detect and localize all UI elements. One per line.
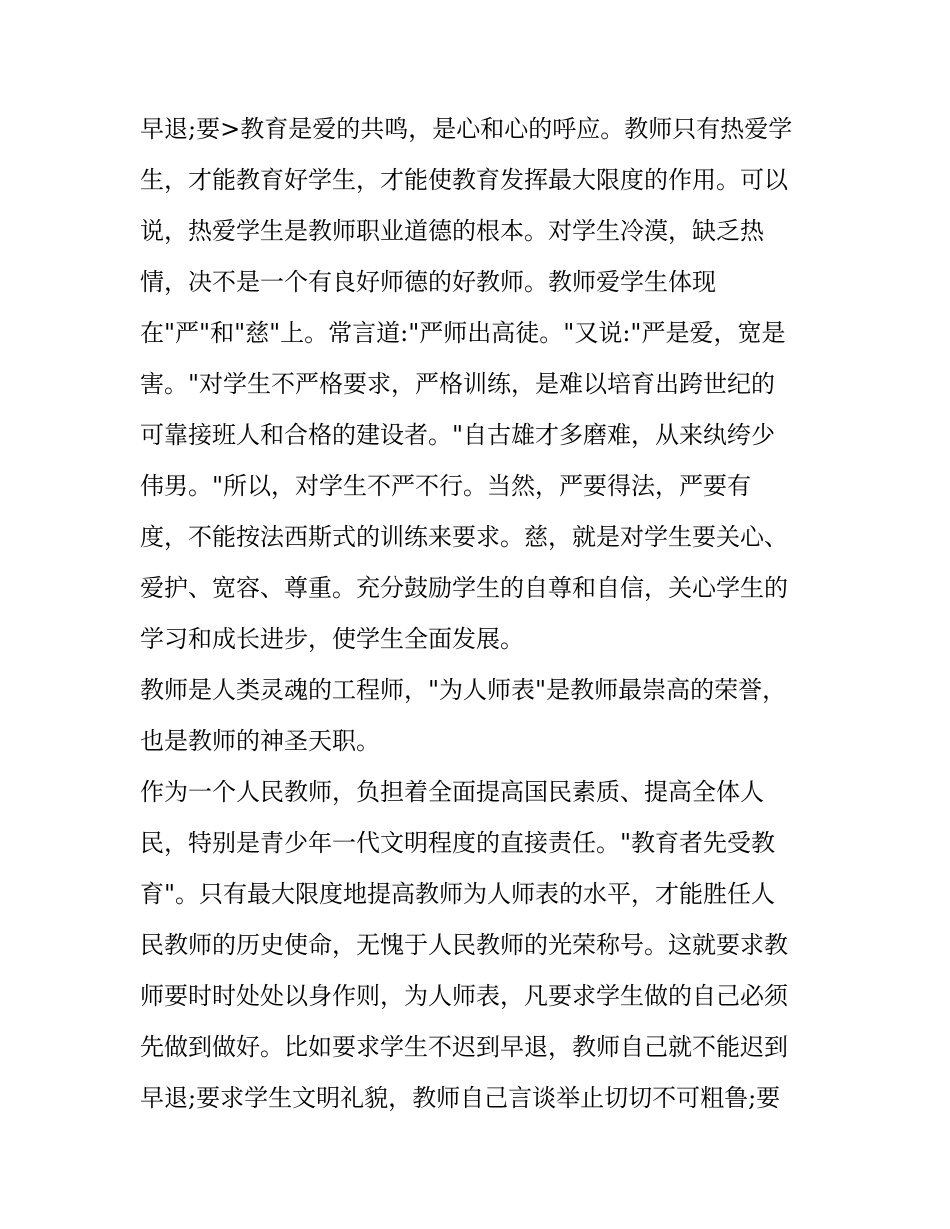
text-line: 先做到做好。比如要求学生不迟到早退，教师自己就不能迟到 [140,1033,788,1061]
text-line: 在"严"和"慈"上。常言道:"严师出高徒。"又说:"严是爱，宽是 [140,319,786,347]
text-line: 爱护、宽容、尊重。充分鼓励学生的自尊和自信，关心学生的 [140,574,788,602]
text-line: 民教师的历史使命，无愧于人民教师的光荣称号。这就要求教 [140,931,788,959]
text-line: 度，不能按法西斯式的训练来要求。慈，就是对学生要关心、 [140,523,788,551]
text-line: 生，才能教育好学生，才能使教育发挥最大限度的作用。可以 [140,166,788,194]
text-line: 也是教师的神圣天职。 [140,727,380,755]
text-line: 作为一个人民教师，负担着全面提高国民素质、提高全体人 [140,778,764,806]
text-line: 可靠接班人和合格的建设者。"自古雄才多磨难，从来纨绔少 [140,421,776,449]
text-line: 学习和成长进步，使学生全面发展。 [140,625,524,653]
text-line: 师要时时处处以身作则，为人师表，凡要求学生做的自己必须 [140,982,788,1010]
text-line: 教师是人类灵魂的工程师，"为人师表"是教师最崇高的荣誉， [140,676,787,704]
text-line: 说，热爱学生是教师职业道德的根本。对学生冷漠，缺乏热 [140,217,764,245]
body-text [140,104,830,1124]
text-line: 民，特别是青少年一代文明程度的直接责任。"教育者先受教 [140,829,776,857]
text-line: 情，决不是一个有良好师德的好教师。教师爱学生体现 [140,268,716,296]
text-line: 育"。只有最大限度地提高教师为人师表的水平，才能胜任人 [140,880,776,908]
text-line: 早退;要求学生文明礼貌，教师自己言谈举止切切不可粗鲁;要 [140,1084,781,1112]
text-line: 早退;要>教育是爱的共鸣，是心和心的呼应。教师只有热爱学 [140,115,793,143]
text-line: 伟男。"所以，对学生不严不行。当然，严要得法，严要有 [140,472,752,500]
text-line: 害。"对学生不严格要求，严格训练，是难以培育出跨世纪的 [140,370,776,398]
